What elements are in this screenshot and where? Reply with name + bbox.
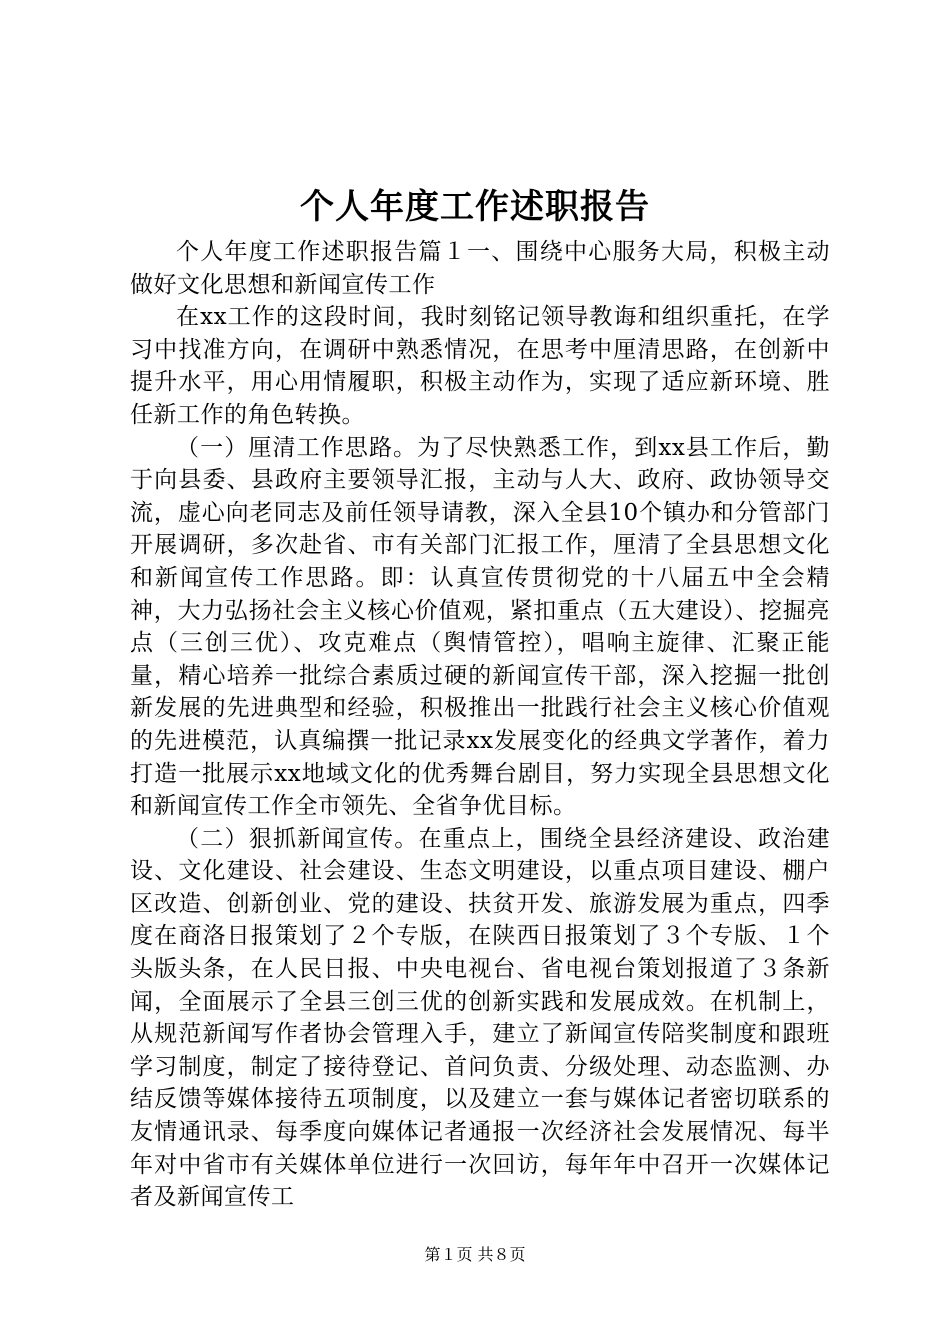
page-footer: 第１页 共８页 bbox=[424, 1245, 526, 1264]
paragraph-4: （二）狠抓新闻宣传。在重点上，围绕全县经济建设、政治建设、文化建设、社会建设、生态文明建设，以重点项目建设、棚户区改造、创新创业、党的建设、扶贫开发、旅游发展为重点，四季度在商洛日报策划了２个专版，在陕西日报策划了３个专版、１个头版头条，在人民日报、中央电视台、省电视台策划报道了３条新闻，全面展示了全县三创三优的创新实践和发展成效。在机制上，从规范新闻写作者协会管理入手，建立了新闻宣传陪奖制度和跟班学习制度，制定了接待登记、首问负责、分级处理、动态监测、办结反馈等媒体接待五项制度，以及建立一套与媒体记者密切联系的友情通讯录、每季度向媒体记者通报一次经济社会发展情况、每半年对中省市有关媒体单位进行一次回访，每年年中召开一次媒体记者及新闻宣传工 bbox=[130, 825, 830, 1211]
paragraph-1: 个人年度工作述职报告篇１一、围绕中心服务大局，积极主动做好文化思想和新闻宣传工作 bbox=[130, 239, 830, 298]
paragraph-2: 在xx工作的这段时间，我时刻铭记领导教诲和组织重托，在学习中找准方向，在调研中熟悉情况，在思考中厘清思路，在创新中提升水平，用心用情履职，积极主动作为，实现了适应新环境、胜任新工作的角色转换。 bbox=[130, 304, 830, 428]
document-title: 个人年度工作述职报告 bbox=[300, 187, 650, 227]
document-body bbox=[130, 236, 830, 1214]
paragraph-3: （一）厘清工作思路。为了尽快熟悉工作，到xx县工作后，勤于向县委、县政府主要领导汇报，主动与人大、政府、政协领导交流，虚心向老同志及前任领导请教，深入全县10个镇办和分管部门开展调研，多次赴省、市有关部门汇报工作，厘清了全县思想文化和新闻宣传工作思路。即：认真宣传贯彻党的十八届五中全会精神，大力弘扬社会主义核心价值观，紧扣重点（五大建设）、挖掘亮点（三创三优）、攻克难点（舆情管控），唱响主旋律、汇聚正能量，精心培养一批综合素质过硬的新闻宣传干部，深入挖掘一批创新发展的先进典型和经验，积极推出一批践行社会主义核心价值观的先进模范，认真编撰一批记录xx发展变化的经典文学著作，着力打造一批展示xx地域文化的优秀舞台剧目，努力实现全县思想文化和新闻宣传工作全市领先、全省争优目标。 bbox=[130, 434, 830, 820]
